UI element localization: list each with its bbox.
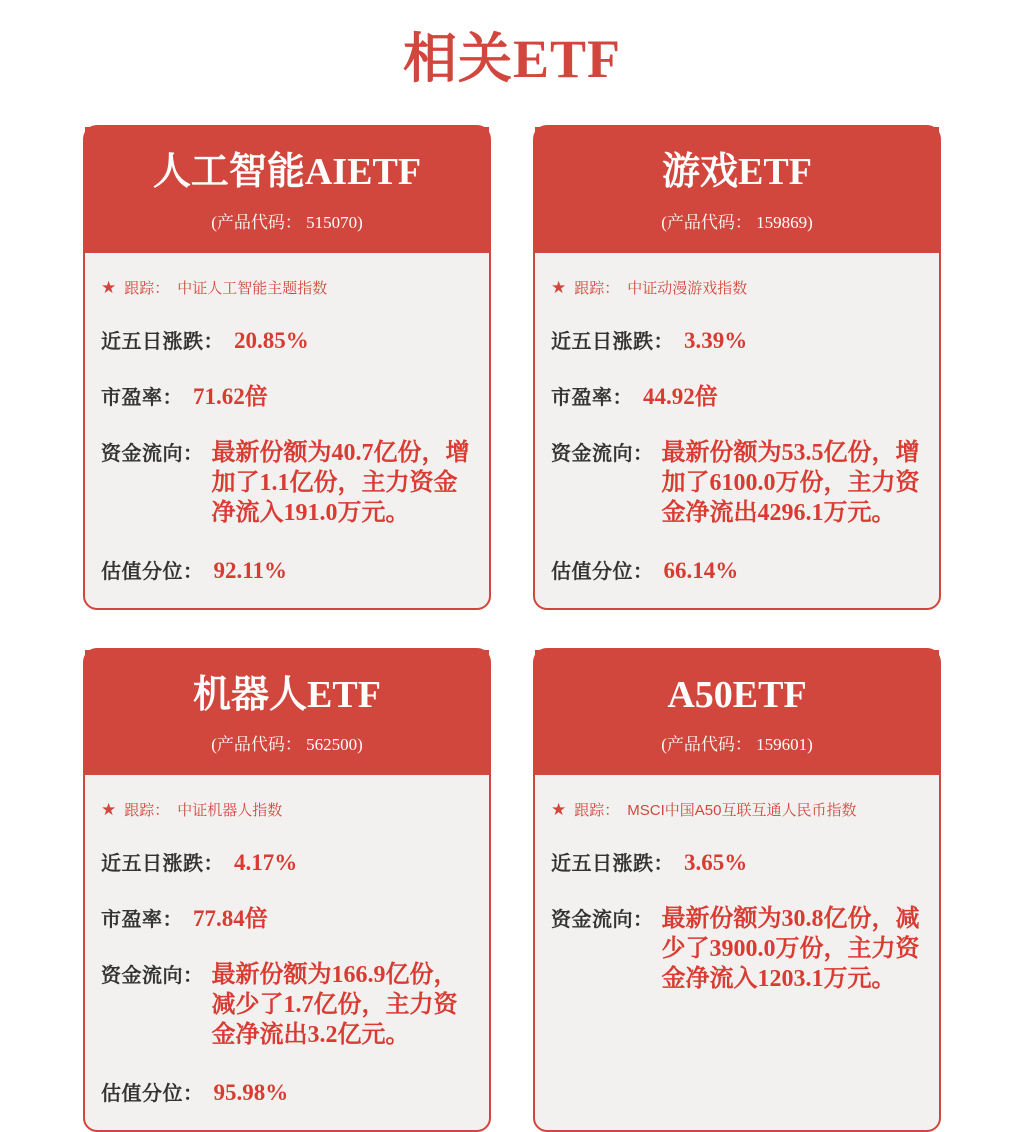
track-label: 跟踪： bbox=[574, 279, 620, 297]
tracked-index-name: 中证人工智能主题指数 bbox=[177, 279, 328, 297]
etf-name: 机器人ETF bbox=[193, 673, 381, 716]
star-icon: ★ bbox=[551, 800, 567, 820]
track-row bbox=[101, 277, 473, 298]
card-body bbox=[535, 775, 939, 1130]
track-row bbox=[551, 799, 923, 820]
five-day-change-label: 近五日涨跌： bbox=[101, 330, 224, 353]
fund-flow-value: 最新份额为53.5亿份，增加了6100.0万份，主力资金净流出4296.1万元。 bbox=[661, 439, 920, 526]
valuation-percentile-row bbox=[551, 555, 923, 584]
pe-ratio-label: 市盈率： bbox=[101, 909, 183, 932]
etf-card-grid bbox=[0, 125, 1024, 1132]
card-body bbox=[85, 775, 489, 1130]
valuation-percentile-label: 估值分位： bbox=[101, 1083, 204, 1106]
fund-flow-row bbox=[551, 437, 923, 528]
valuation-percentile-row bbox=[101, 555, 473, 584]
star-icon: ★ bbox=[101, 277, 117, 297]
card-header bbox=[535, 650, 939, 776]
fund-flow-row bbox=[101, 437, 473, 528]
product-code: (产品代码： 159869) bbox=[661, 212, 813, 232]
five-day-change-label: 近五日涨跌： bbox=[551, 853, 674, 876]
product-code: (产品代码： 159601) bbox=[661, 735, 813, 755]
etf-name: 游戏ETF bbox=[662, 151, 812, 193]
fund-flow-row bbox=[101, 959, 473, 1050]
product-code: (产品代码： 562500) bbox=[211, 735, 363, 755]
fund-flow-label: 资金流向： bbox=[551, 442, 654, 465]
star-icon: ★ bbox=[101, 800, 117, 820]
card-header bbox=[85, 127, 489, 253]
track-label: 跟踪： bbox=[124, 279, 170, 297]
tracked-index-name: 中证机器人指数 bbox=[177, 802, 283, 820]
five-day-change-value: 4.17% bbox=[234, 850, 298, 876]
product-code: (产品代码： 515070) bbox=[211, 212, 363, 232]
pe-ratio-row bbox=[101, 903, 473, 932]
card-body bbox=[85, 253, 489, 608]
five-day-change-row bbox=[101, 847, 473, 876]
valuation-percentile-label: 估值分位： bbox=[101, 560, 204, 583]
card-header bbox=[85, 650, 489, 776]
five-day-change-label: 近五日涨跌： bbox=[101, 853, 224, 876]
valuation-percentile-value: 66.14% bbox=[663, 557, 739, 583]
card-header bbox=[535, 127, 939, 253]
tracked-index-name: MSCI中国A50互联互通人民币指数 bbox=[627, 802, 857, 820]
pe-ratio-row bbox=[551, 381, 923, 410]
five-day-change-value: 3.65% bbox=[684, 850, 748, 876]
etf-card-game bbox=[533, 125, 941, 610]
fund-flow-value: 最新份额为166.9亿份，减少了1.7亿份，主力资金净流出3.2亿元。 bbox=[211, 962, 458, 1049]
fund-flow-row bbox=[551, 903, 923, 994]
fund-flow-label: 资金流向： bbox=[551, 909, 654, 932]
track-row bbox=[101, 799, 473, 820]
tracked-index-name: 中证动漫游戏指数 bbox=[627, 279, 748, 297]
etf-card-a50 bbox=[533, 648, 941, 1132]
etf-card-robot bbox=[83, 648, 491, 1132]
fund-flow-label: 资金流向： bbox=[101, 442, 204, 465]
card-body bbox=[535, 253, 939, 608]
etf-name: A50ETF bbox=[667, 673, 807, 716]
five-day-change-label: 近五日涨跌： bbox=[551, 330, 674, 353]
five-day-change-row bbox=[551, 847, 923, 876]
valuation-percentile-label: 估值分位： bbox=[551, 560, 654, 583]
fund-flow-value: 最新份额为30.8亿份，减少了3900.0万份，主力资金净流入1203.1万元。 bbox=[661, 906, 920, 993]
pe-ratio-label: 市盈率： bbox=[101, 386, 183, 409]
track-label: 跟踪： bbox=[574, 802, 620, 820]
five-day-change-value: 3.39% bbox=[684, 327, 748, 353]
pe-ratio-row bbox=[101, 381, 473, 410]
etf-name: 人工智能AIETF bbox=[152, 151, 422, 193]
five-day-change-row bbox=[551, 325, 923, 354]
pe-ratio-value: 44.92倍 bbox=[643, 383, 718, 409]
five-day-change-row bbox=[101, 325, 473, 354]
page-title: 相关ETF bbox=[402, 29, 622, 89]
pe-ratio-value: 71.62倍 bbox=[193, 383, 268, 409]
track-label: 跟踪： bbox=[124, 802, 170, 820]
fund-flow-value: 最新份额为40.7亿份，增加了1.1亿份，主力资金净流入191.0万元。 bbox=[211, 439, 470, 526]
pe-ratio-label: 市盈率： bbox=[551, 386, 633, 409]
pe-ratio-value: 77.84倍 bbox=[193, 906, 268, 932]
fund-flow-label: 资金流向： bbox=[101, 965, 204, 988]
valuation-percentile-value: 95.98% bbox=[213, 1080, 289, 1106]
valuation-percentile-row bbox=[101, 1077, 473, 1106]
etf-card-aietf bbox=[83, 125, 491, 610]
star-icon: ★ bbox=[551, 277, 567, 297]
valuation-percentile-value: 92.11% bbox=[213, 557, 287, 583]
five-day-change-value: 20.85% bbox=[234, 327, 309, 353]
track-row bbox=[551, 277, 923, 298]
